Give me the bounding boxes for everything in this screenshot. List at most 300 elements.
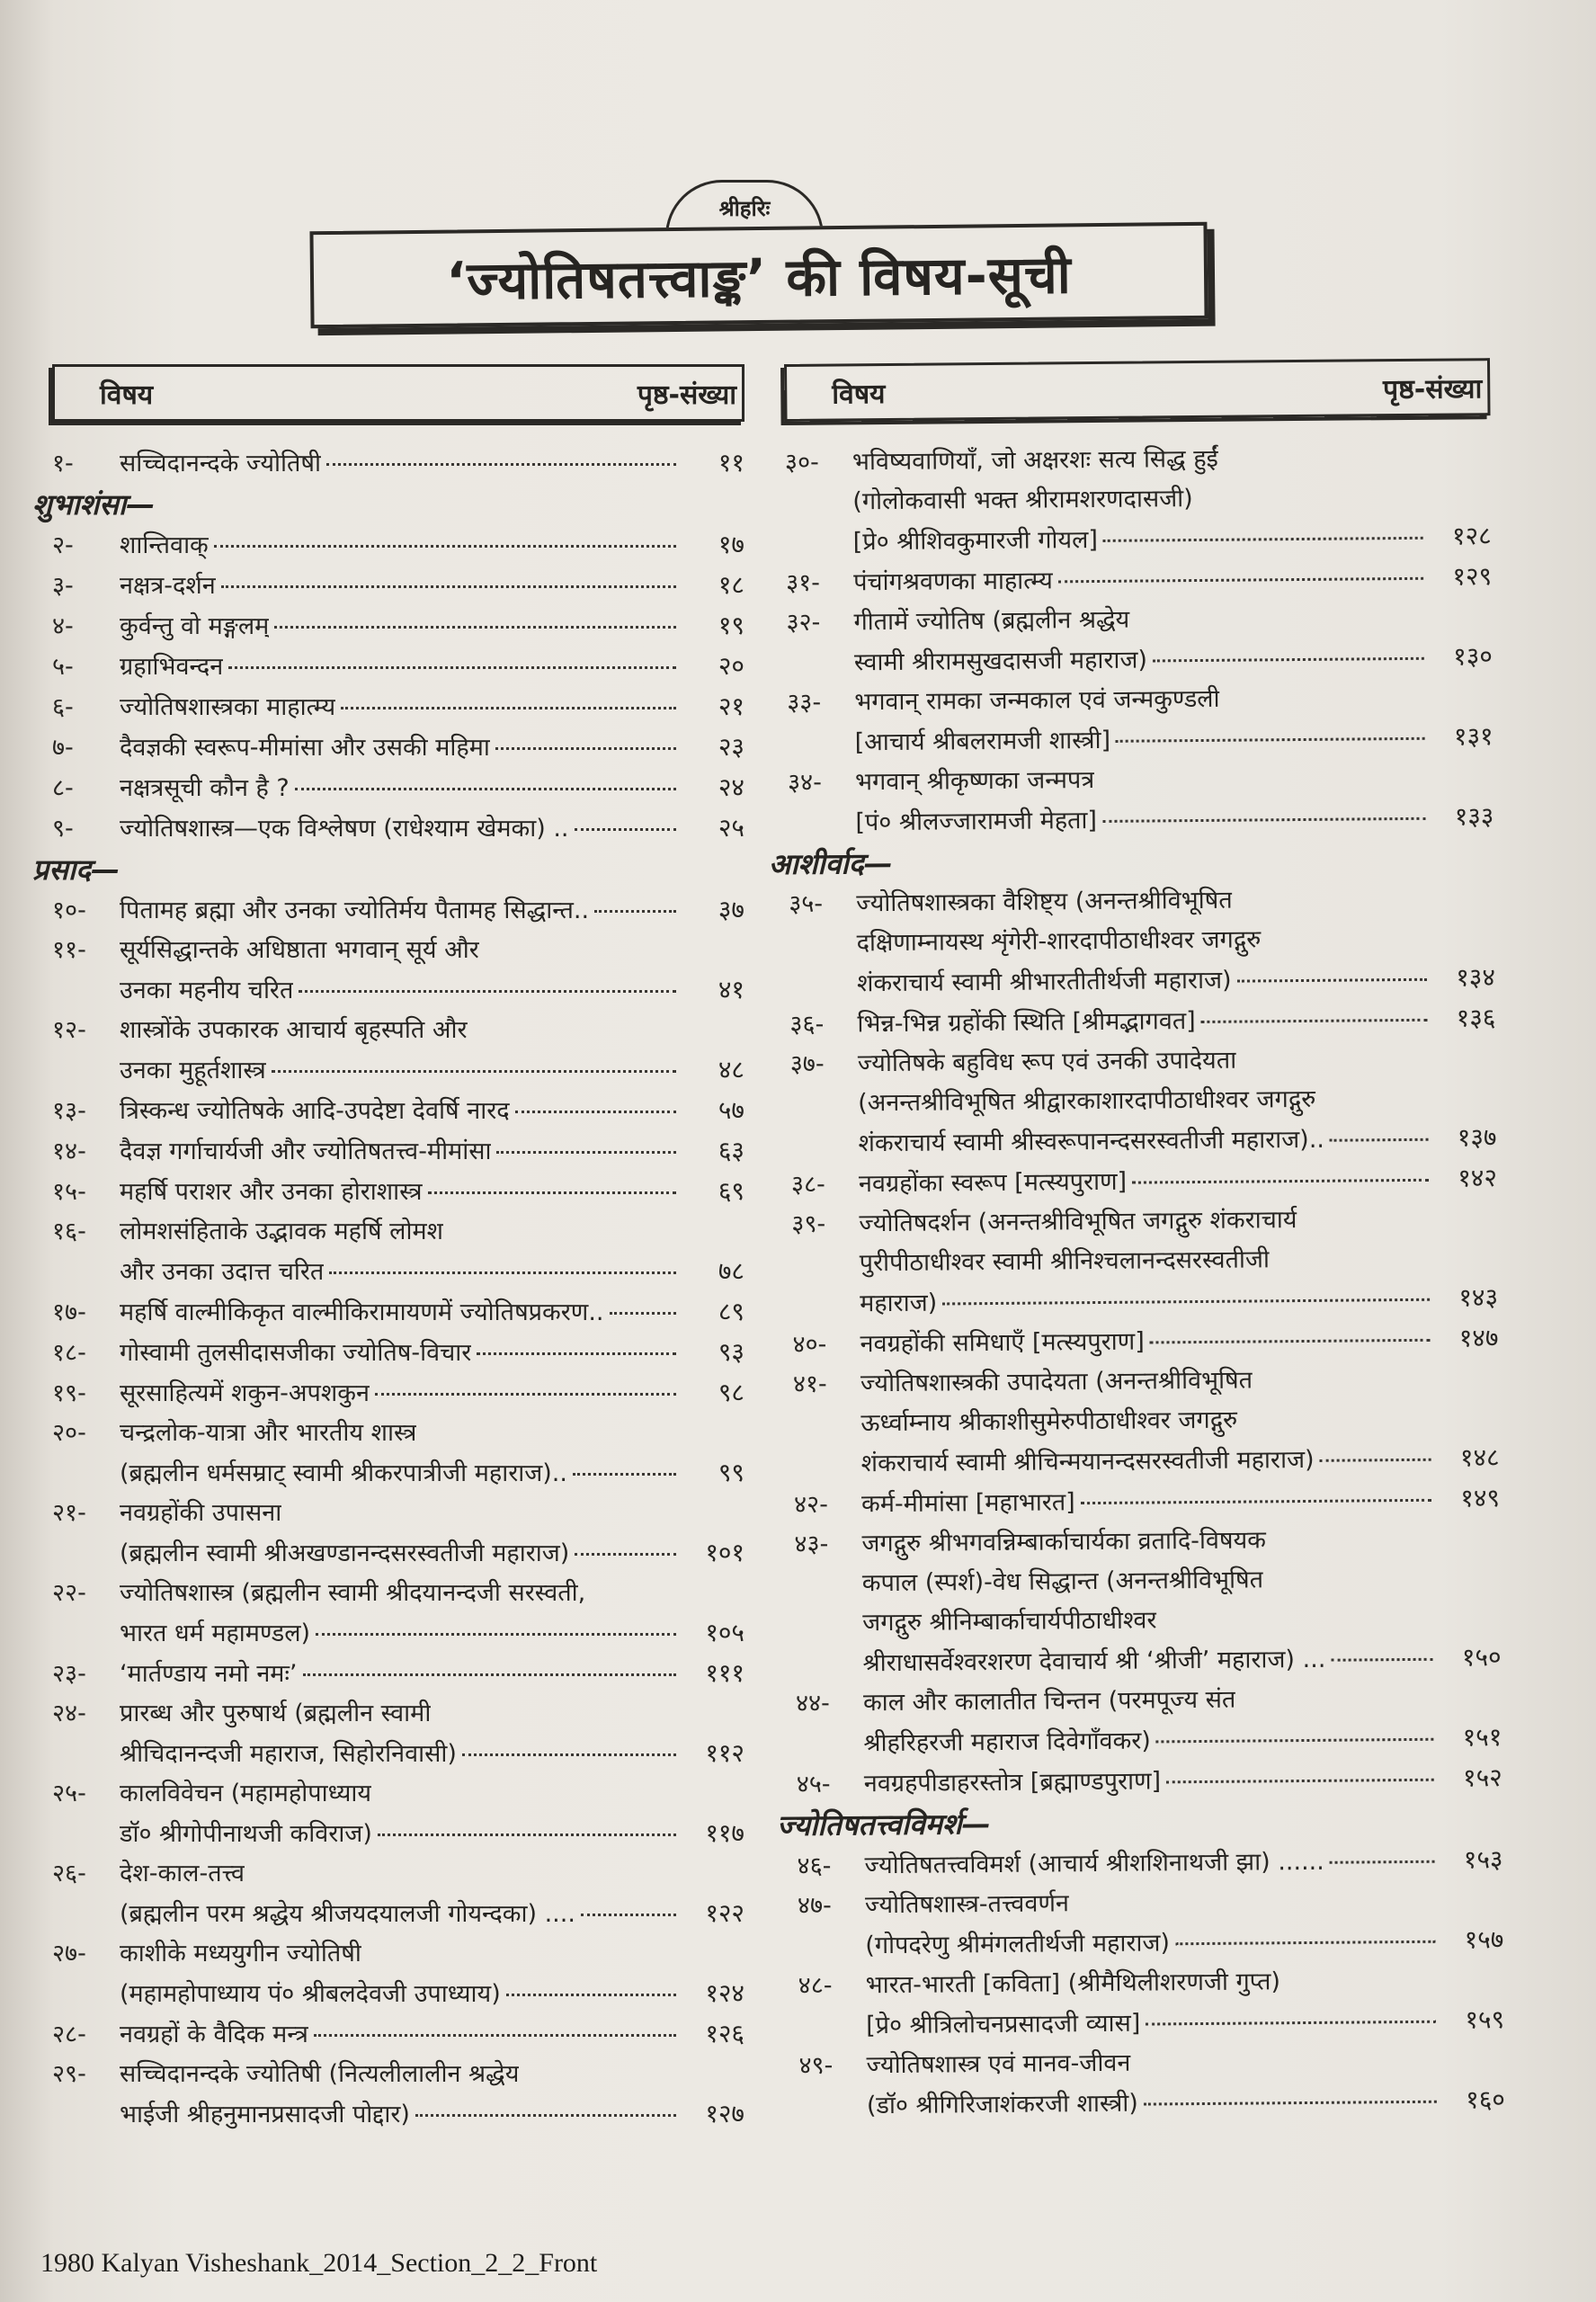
entry-page-number: १२४ <box>705 1978 745 2008</box>
entry-title: भिन्न-भिन्न ग्रहोंकी स्थिति [श्रीमद्भागवत] <box>857 1007 1196 1039</box>
toc-entry[interactable] <box>792 1318 1498 1365</box>
entry-title: गोस्वामी तुलसीदासजीका ज्योतिष-विचार <box>120 1339 472 1367</box>
entry-page-number: १३६ <box>1456 1003 1496 1033</box>
toc-entry[interactable] <box>52 768 745 808</box>
entry-line <box>785 437 1491 483</box>
entry-page-number: १५१ <box>1462 1722 1502 1753</box>
entry-page-number: ११ <box>718 448 745 477</box>
page-title: ‘ज्योतिषतत्त्वाङ्क’ की विषय-सूची <box>445 243 1073 312</box>
entry-title: ज्योतिषके बहुविध रूप एवं उनकी उपादेयता <box>857 1046 1237 1078</box>
entry-page-number: ६३ <box>718 1136 745 1165</box>
toc-entry[interactable] <box>789 998 1495 1045</box>
entry-number: ३९- <box>791 1209 826 1238</box>
dot-leader <box>221 585 676 588</box>
entry-line <box>52 1934 745 1974</box>
dot-leader <box>1166 1779 1434 1784</box>
entry-line <box>52 1533 745 1574</box>
toc-entry[interactable] <box>52 566 745 606</box>
entry-number: ४- <box>52 612 74 640</box>
entry-title: शास्त्रोंके उपकारक आचार्य बृहस्पति और <box>120 1016 468 1044</box>
dot-leader <box>575 1553 676 1556</box>
entry-line <box>792 1238 1498 1284</box>
entry-title: जगद्गुरु श्रीभगवन्निम्बार्काचार्यका व्रतादि-विषयक <box>861 1526 1267 1558</box>
entry-line <box>793 1438 1499 1485</box>
entry-number: १५- <box>52 1178 86 1206</box>
toc-entry[interactable] <box>786 557 1492 603</box>
entry-line <box>52 1654 745 1694</box>
entry-page-number: १३१ <box>1453 721 1493 752</box>
toc-entry[interactable] <box>796 1678 1502 1764</box>
right-column <box>768 358 1506 2127</box>
entry-title: (ब्रह्मलीन धर्मसम्राट् स्वामी श्रीकरपात्रीजी महाराज).. <box>120 1459 567 1487</box>
entry-page-number: ७८ <box>718 1256 745 1286</box>
toc-entry[interactable] <box>52 1854 745 1934</box>
entry-line <box>52 1814 745 1854</box>
entry-title: भारत धर्म महामण्डल) <box>120 1619 311 1647</box>
entry-title: भविष्यवाणियाँ, जो अक्षरशः सत्य सिद्ध हुईं <box>851 444 1219 477</box>
entry-line <box>785 477 1491 522</box>
entry-title: ज्योतिषशास्त्र एवं मानव-जीवन <box>866 2048 1131 2080</box>
toc-entry[interactable] <box>52 1654 745 1694</box>
entry-page-number: ४८ <box>718 1055 745 1084</box>
entry-line <box>52 525 745 566</box>
dot-leader <box>415 2114 676 2117</box>
toc-entry[interactable] <box>52 1494 745 1574</box>
entry-line <box>52 1050 745 1091</box>
entry-page-number: १४७ <box>1458 1323 1499 1353</box>
entry-title: प्रारब्ध और पुरुषार्थ (ब्रह्मलीन स्वामी <box>120 1700 432 1727</box>
entry-title: दक्षिणाम्नायस्थ शृंगेरी-शारदापीठाधीश्वर जगद्गुरु <box>856 925 1262 958</box>
entry-line <box>52 1414 745 1453</box>
entry-number: ३२- <box>786 608 821 637</box>
entry-number: ३- <box>52 572 74 600</box>
entry-title: (महामहोपाध्याय पं० श्रीबलदेवजी उपाध्याय) <box>120 1980 501 2008</box>
entry-page-number: १३७ <box>1457 1122 1497 1153</box>
toc-entry[interactable] <box>52 1091 745 1131</box>
toc-entry[interactable] <box>52 1774 745 1854</box>
entry-page-number: ४१ <box>718 975 745 1004</box>
entry-title: चन्द्रलोक-यात्रा और भारतीय शास्त्र <box>120 1419 417 1447</box>
dot-leader <box>378 1834 676 1836</box>
entry-line <box>52 1854 745 1894</box>
entry-number: ४५- <box>796 1770 831 1798</box>
dot-leader <box>295 788 676 790</box>
dot-leader <box>1237 978 1427 983</box>
entry-title: काशीके मध्ययुगीन ज्योतिषी <box>120 1940 361 1967</box>
toc-entry[interactable] <box>52 2055 745 2135</box>
entry-title: श्रीराधासर्वेश्वरशरण देवाचार्य श्री ‘श्रीजी’ महाराज) ... <box>862 1645 1326 1678</box>
entry-line <box>788 757 1493 803</box>
entry-line <box>52 727 745 768</box>
entry-title: त्रिस्कन्ध ज्योतिषके आदि-उपदेष्टा देवर्षि नारद <box>120 1097 510 1125</box>
entry-line <box>52 1574 745 1613</box>
entry-line <box>786 597 1492 643</box>
toc-entry[interactable] <box>52 2014 745 2055</box>
section-heading: आशीर्वाद— <box>768 845 893 882</box>
entry-line <box>789 998 1495 1045</box>
dot-leader <box>1103 537 1423 542</box>
entry-page-number: २५ <box>718 813 745 843</box>
entry-line <box>52 1212 745 1252</box>
entry-number: ४३- <box>794 1530 829 1558</box>
entry-line <box>793 1398 1499 1444</box>
dot-leader <box>272 1070 676 1073</box>
entry-page-number: १११ <box>705 1658 745 1688</box>
toc-entry[interactable] <box>52 687 745 727</box>
toc-entry[interactable] <box>52 1172 745 1212</box>
toc-entry[interactable] <box>52 931 745 1011</box>
entry-line <box>795 1558 1501 1604</box>
dot-leader <box>1146 2021 1436 2026</box>
entry-title: [प्रे० श्रीशिवकुमारजी गोयल] <box>852 525 1099 557</box>
dot-leader <box>274 626 676 629</box>
toc-entry[interactable] <box>52 525 745 566</box>
dot-leader <box>228 666 676 669</box>
entry-page-number: १५२ <box>1462 1762 1502 1793</box>
toc-entry[interactable] <box>52 1694 745 1774</box>
entry-number: १- <box>52 450 74 477</box>
entry-line <box>796 1718 1502 1764</box>
entry-number: २- <box>52 531 74 559</box>
entry-line <box>797 1758 1502 1805</box>
entry-page-number: ९८ <box>718 1378 745 1407</box>
dot-leader <box>942 1298 1430 1306</box>
dot-leader <box>1156 1738 1434 1744</box>
toc-entry[interactable] <box>52 1333 745 1373</box>
entry-number: २१- <box>52 1499 86 1527</box>
entry-line <box>52 808 745 849</box>
toc-entry[interactable] <box>788 757 1494 843</box>
entry-number: २९- <box>52 2060 86 2088</box>
entry-number: ४०- <box>792 1330 827 1359</box>
entry-page-number: ११७ <box>705 1818 745 1848</box>
entry-title: पितामह ब्रह्मा और उनका ज्योतिर्मय पैतामह सिद्धान्त.. <box>120 897 590 924</box>
toc-entry[interactable] <box>786 597 1493 683</box>
entry-number: ३०- <box>784 448 819 477</box>
entry-title: काल और कालातीत चिन्तन (परमपूज्य संत <box>862 1685 1236 1718</box>
dot-leader <box>1058 577 1423 584</box>
entry-number: १३- <box>52 1097 86 1125</box>
entry-title: (डॉ० श्रीगिरिजाशंकरजी शास्त्री) <box>866 2089 1139 2120</box>
entry-number: ४२- <box>793 1490 829 1519</box>
entry-line <box>52 1774 745 1814</box>
dot-leader <box>375 1393 676 1396</box>
toc-entry[interactable] <box>785 437 1492 563</box>
entry-title: [प्रे० श्रीत्रिलोचनप्रसादजी व्यास] <box>865 2009 1141 2040</box>
entry-line <box>794 1519 1500 1565</box>
toc-entry[interactable] <box>791 1199 1498 1325</box>
entry-title: गीतामें ज्योतिष (ब्रह्मलीन श्रद्धेय <box>853 605 1130 637</box>
entry-line <box>52 890 745 931</box>
entry-line <box>790 1078 1496 1124</box>
entry-page-number: ९९ <box>718 1458 745 1487</box>
entry-number: २७- <box>52 1940 86 1967</box>
toc-entry[interactable] <box>52 890 745 931</box>
entry-line <box>792 1278 1498 1325</box>
entry-line <box>52 1453 745 1494</box>
entry-title: ज्योतिषशास्त्रका वैशिष्ट्य (अनन्तश्रीविभूषित <box>856 886 1233 918</box>
entry-title: महर्षि पराशर और उनका होराशास्त्र <box>120 1178 423 1206</box>
entry-number: ५- <box>52 653 74 681</box>
left-column <box>32 364 745 2135</box>
entry-number: ३६- <box>789 1010 825 1039</box>
dot-leader <box>1320 1459 1431 1462</box>
toc-entry[interactable] <box>787 677 1493 763</box>
dot-leader <box>314 2034 676 2037</box>
dot-leader <box>594 910 676 913</box>
toc-entry[interactable] <box>52 1212 745 1292</box>
dot-leader <box>341 707 676 709</box>
entry-number: ४६- <box>797 1851 832 1880</box>
entry-number: १६- <box>52 1218 86 1245</box>
entry-number: ४९- <box>798 2051 834 2080</box>
entry-page-number: ८९ <box>718 1297 745 1326</box>
dot-leader <box>1116 737 1425 743</box>
entry-number: १७- <box>52 1298 86 1326</box>
entry-line <box>787 717 1493 763</box>
entry-number: २८- <box>52 2021 86 2048</box>
entry-title: (गोलोकवासी भक्त श्रीरामशरणदासजी) <box>852 485 1193 516</box>
entry-number: १८- <box>52 1339 86 1367</box>
entry-title: ग्रहाभिवन्दन <box>120 653 224 681</box>
entry-page-number: १४३ <box>1458 1282 1499 1313</box>
entry-line <box>795 1598 1501 1644</box>
entry-title: महर्षि वाल्मीकिकृत वाल्मीकिरामायणमें ज्योतिषप्रकरण.. <box>120 1298 604 1326</box>
entry-page-number: १३० <box>1453 641 1493 672</box>
dot-leader <box>573 1473 676 1476</box>
entry-line <box>797 1840 1502 1887</box>
entry-title: सूर्यसिद्धान्तके अधिष्ठाता भगवान् सूर्य और <box>120 936 479 964</box>
entry-page-number: १३३ <box>1454 801 1494 832</box>
entry-line <box>52 606 745 647</box>
dot-leader <box>1201 1019 1428 1023</box>
entry-page-number: १०५ <box>705 1618 745 1647</box>
entry-page-number: ६९ <box>718 1176 745 1206</box>
entry-line <box>52 1373 745 1414</box>
entry-title: देश-काल-तत्त्व <box>120 1860 245 1887</box>
entry-number: ७- <box>52 734 74 762</box>
invocation-text: श्रीहरिः <box>718 196 771 221</box>
toc-entry[interactable] <box>52 1934 745 2014</box>
subject-label: विषय <box>100 379 154 411</box>
entry-line <box>798 2000 1504 2047</box>
entry-number: २३- <box>52 1660 86 1688</box>
entry-number: २२- <box>52 1579 86 1607</box>
toc-entry[interactable] <box>52 1292 745 1333</box>
toc-entry[interactable] <box>52 443 745 484</box>
entry-number: ८- <box>52 774 74 802</box>
entry-title: नक्षत्र-दर्शन <box>120 572 216 600</box>
dot-leader <box>1144 2101 1437 2106</box>
entry-number: ४४- <box>795 1689 830 1718</box>
entry-line <box>789 918 1494 964</box>
entry-title: शंकराचार्य स्वामी श्रीभारतीतीर्थजी महाराज) <box>856 966 1232 998</box>
toc-entry[interactable] <box>52 1373 745 1414</box>
toc-entry[interactable] <box>791 1158 1497 1205</box>
entry-title: कर्म-मीमांसा [महाभारत] <box>860 1488 1075 1519</box>
entry-page-number: १३४ <box>1456 962 1496 993</box>
dot-leader <box>477 1352 676 1355</box>
entry-page-number: २० <box>718 651 745 681</box>
entry-number: १४- <box>52 1138 86 1165</box>
entry-title: सूरसाहित्यमें शकुन-अपशकुन <box>120 1379 370 1407</box>
entry-title: दैवज्ञकी स्वरूप-मीमांसा और उसकी महिमा <box>120 734 490 762</box>
entry-title: (गोपदरेणु श्रीमंगलतीर्थजी महाराज) <box>865 1929 1171 1960</box>
entry-line <box>786 516 1492 563</box>
toc-entry[interactable] <box>52 1574 745 1654</box>
entry-page-number: १९ <box>718 611 745 640</box>
entry-page-number: २१ <box>718 691 745 721</box>
entry-title: दैवज्ञ गर्गाचार्यजी और ज्योतिषतत्त्व-मीमांसा <box>120 1138 492 1165</box>
toc-entry[interactable] <box>798 1880 1504 1967</box>
dot-leader <box>1153 657 1424 663</box>
dot-leader <box>610 1312 677 1315</box>
entry-title: [पं० श्रीलज्जारामजी मेहता] <box>855 806 1098 837</box>
entry-line <box>52 2094 745 2135</box>
entry-line <box>52 1091 745 1131</box>
dot-leader <box>329 1271 676 1274</box>
entry-number: ३८- <box>790 1170 825 1199</box>
entry-line <box>52 1333 745 1373</box>
entry-number: ३७- <box>789 1049 825 1078</box>
entry-number: २५- <box>52 1780 86 1807</box>
entry-line <box>796 1678 1502 1724</box>
entry-title: ज्योतिषशास्त्र (ब्रह्मलीन स्वामी श्रीदयानन्दजी सरस्वती, <box>120 1579 586 1607</box>
entry-title: ज्योतिषतत्त्वविमर्श (आचार्य श्रीशशिनाथजी झा) ...... <box>864 1847 1324 1880</box>
dot-leader <box>428 1191 677 1194</box>
dot-leader <box>1331 1658 1432 1662</box>
entry-title: (अनन्तश्रीविभूषित श्रीद्वारकाशारदापीठाधीश्वर जगद्गुरु <box>858 1084 1316 1118</box>
entry-title: और उनका उदात्त चरित <box>120 1258 325 1286</box>
entry-title: नवग्रहों के वैदिक मन्त्र <box>120 2021 308 2048</box>
dot-leader <box>462 1753 676 1756</box>
entry-line <box>790 1039 1496 1084</box>
toc-entry[interactable] <box>52 727 745 768</box>
entry-line <box>798 1960 1504 2006</box>
toc-entry[interactable] <box>794 1519 1502 1684</box>
entry-title: भगवान् रामका जन्मकाल एवं जन्मकुण्डली <box>854 684 1220 717</box>
entry-title: भाईजी श्रीहनुमानप्रसादजी पोद्दार) <box>120 2101 410 2128</box>
toc-entry[interactable] <box>797 1758 1502 1805</box>
entry-line <box>52 443 745 484</box>
entry-page-number: १०१ <box>705 1538 745 1567</box>
entry-page-number: २३ <box>718 732 745 762</box>
entry-title: नवग्रहोंकी उपासना <box>120 1499 282 1527</box>
dot-leader <box>1081 1499 1431 1504</box>
toc-entry[interactable] <box>798 1960 1505 2047</box>
entry-line <box>52 1252 745 1292</box>
entry-page-number: १६० <box>1466 2084 1506 2115</box>
entry-title: महाराज) <box>859 1289 938 1318</box>
entry-number: ३४- <box>787 768 823 797</box>
dot-leader <box>581 1914 676 1916</box>
entry-title: पंचांगश्रवणका माहात्म्य <box>852 567 1053 597</box>
entry-title: (ब्रह्मलीन परम श्रद्धेय श्रीजयदयालजी गोयन्दका) .... <box>120 1900 575 1928</box>
dot-leader <box>575 828 676 831</box>
entry-number: २०- <box>52 1419 86 1447</box>
entry-page-number: ९३ <box>718 1337 745 1367</box>
toc-entry[interactable] <box>52 1011 745 1091</box>
toc-entry[interactable] <box>794 1478 1500 1525</box>
entry-line <box>791 1158 1497 1205</box>
toc-entry[interactable] <box>52 1414 745 1494</box>
entry-line <box>52 566 745 606</box>
toc-entry[interactable] <box>797 1840 1502 1887</box>
entry-line <box>52 2014 745 2055</box>
print-slug: 1980 Kalyan Visheshank_2014_Section_2_2_Front <box>40 2248 598 2278</box>
column-header <box>784 358 1491 422</box>
toc-entry[interactable] <box>798 2040 1505 2127</box>
entry-title: ज्योतिषदर्शन (अनन्तश्रीविभूषित जगद्गुरु शंकराचार्य <box>859 1206 1297 1238</box>
entry-title: शंकराचार्य स्वामी श्रीचिन्मयानन्दसरस्वतीजी महाराज) <box>860 1445 1315 1478</box>
entry-page-number: १५३ <box>1463 1844 1503 1875</box>
entry-line <box>798 1880 1503 1926</box>
entry-page-number: १२९ <box>1452 561 1493 592</box>
entry-number: ३५- <box>789 889 824 918</box>
entry-line <box>52 1011 745 1050</box>
entry-page-number: १२६ <box>705 2019 745 2048</box>
entry-page-number: १५७ <box>1464 1924 1504 1955</box>
entry-line <box>52 970 745 1011</box>
toc-entry[interactable] <box>52 808 745 849</box>
entry-number: ४१- <box>792 1370 827 1398</box>
entry-title: भगवान् श्रीकृष्णका जन्मपत्र <box>854 766 1095 797</box>
entry-number: १२- <box>52 1016 86 1044</box>
entry-title: लोमशसंहिताके उद्भावक महर्षि लोमश <box>120 1218 443 1245</box>
entry-title: [आचार्य श्रीबलरामजी शास्त्री] <box>854 726 1111 757</box>
entry-number: ४७- <box>797 1891 832 1920</box>
toc-entry[interactable] <box>52 606 745 647</box>
dot-leader <box>515 1111 676 1113</box>
entry-title: उनका महनीय चरित <box>120 977 294 1004</box>
entry-page-number: ३७ <box>718 895 745 924</box>
entry-title: ज्योतिषशास्त्रकी उपादेयता (अनन्तश्रीविभूषित <box>860 1366 1253 1398</box>
entry-line <box>789 879 1494 924</box>
entry-line <box>52 768 745 808</box>
entry-page-number: ५७ <box>718 1095 745 1125</box>
entry-line <box>792 1318 1498 1365</box>
toc-entry[interactable] <box>52 647 745 687</box>
entry-line <box>52 647 745 687</box>
section-heading: ज्योतिषतत्त्वविमर्श— <box>777 1807 991 1843</box>
section-heading: शुभाशंसा— <box>32 487 156 522</box>
entry-line <box>52 931 745 970</box>
entry-page-number: १५० <box>1461 1642 1502 1673</box>
dot-leader <box>495 747 676 750</box>
toc-entry[interactable] <box>793 1359 1500 1485</box>
entry-line <box>52 2055 745 2094</box>
entry-title: स्वामी श्रीरामसुखदासजी महाराज) <box>853 646 1148 677</box>
toc-entry[interactable] <box>789 879 1495 1004</box>
entry-title: नवग्रहपीडाहरस्तोत्र [ब्रह्माण्डपुराण] <box>863 1767 1162 1798</box>
entry-line <box>52 1292 745 1333</box>
toc-entry[interactable] <box>790 1039 1497 1164</box>
entry-title: (ब्रह्मलीन स्वामी श्रीअखण्डानन्दसरस्वतीजी महाराज) <box>120 1539 570 1567</box>
entry-number: ३१- <box>785 568 821 597</box>
entry-line <box>791 1199 1497 1245</box>
entry-title: सच्चिदानन्दके ज्योतिषी <box>120 450 321 477</box>
right-entries <box>768 437 1506 2127</box>
toc-entry[interactable] <box>52 1131 745 1172</box>
dot-leader <box>1102 817 1425 823</box>
entry-title: पुरीपीठाधीश्वर स्वामी श्रीनिश्चलानन्दसरस्वतीजी <box>859 1245 1271 1278</box>
entry-line <box>787 637 1493 683</box>
dot-leader <box>316 1633 676 1636</box>
entry-line <box>787 677 1493 723</box>
entry-number: ३३- <box>787 688 822 717</box>
entry-page-number: १४८ <box>1459 1442 1500 1473</box>
dot-leader <box>1330 1860 1435 1864</box>
